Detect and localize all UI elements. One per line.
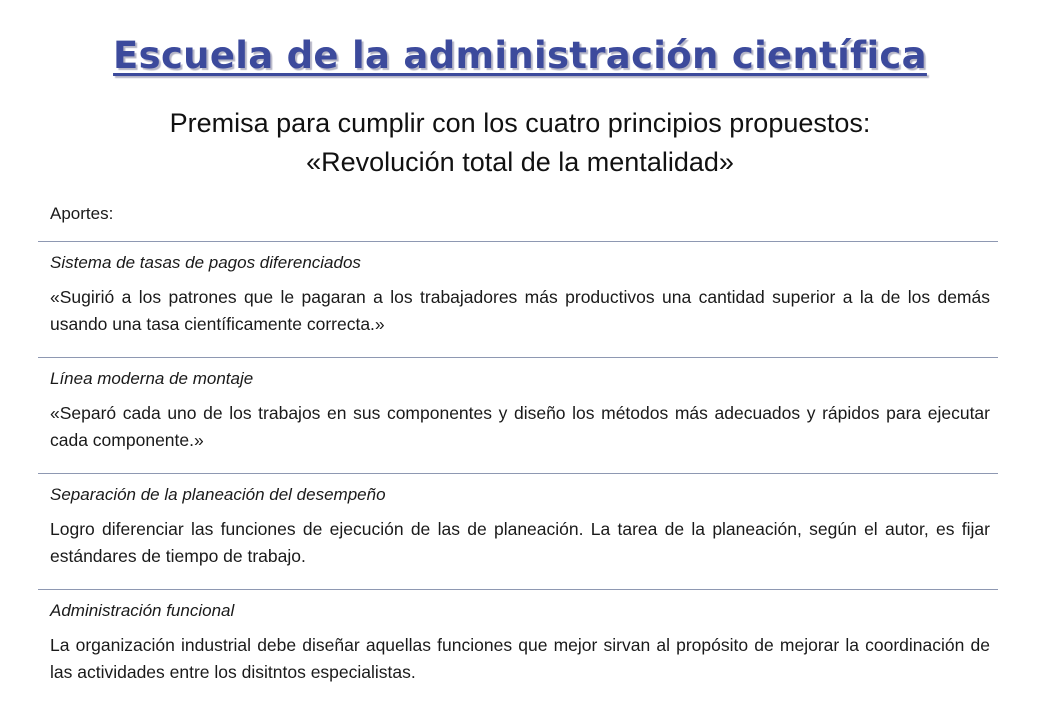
contribution-description: «Separó cada uno de los trabajos en sus componentes y diseño los métodos más adecuados y rápidos para ejecutar cada componente.» (50, 403, 990, 450)
aportes-label: Aportes: (50, 204, 114, 223)
contribution-row (38, 357, 998, 473)
contribution-description: La organización industrial debe diseñar aquellas funciones que mejor sirvan al propósito de mejorar la coordinación de las actividades entre los disitntos especialistas. (50, 635, 990, 682)
contribution-row (38, 473, 998, 589)
contribution-heading: Sistema de tasas de pagos diferenciados (50, 253, 361, 272)
contribution-description: Logro diferenciar las funciones de ejecución de las de planeación. La tarea de la planeación, según el autor, es fijar estándares de tiempo de trabajo. (50, 519, 990, 566)
subtitle (0, 104, 1040, 182)
contributions-table (38, 241, 998, 705)
subtitle-line-1: Premisa para cumplir con los cuatro principios propuestos: (169, 108, 871, 138)
page-title: Escuela de la administración científica (113, 34, 927, 77)
contribution-row (38, 589, 998, 705)
contribution-description: «Sugirió a los patrones que le pagaran a los trabajadores más productivos una cantidad superior a la de los demás usando una tasa científicamente correcta.» (50, 287, 990, 334)
contribution-heading: Línea moderna de montaje (50, 369, 254, 388)
subtitle-line-2: «Revolución total de la mentalidad» (306, 147, 734, 177)
contribution-row (38, 241, 998, 357)
contribution-heading: Separación de la planeación del desempeño (50, 485, 386, 504)
contribution-heading: Administración funcional (50, 601, 235, 620)
